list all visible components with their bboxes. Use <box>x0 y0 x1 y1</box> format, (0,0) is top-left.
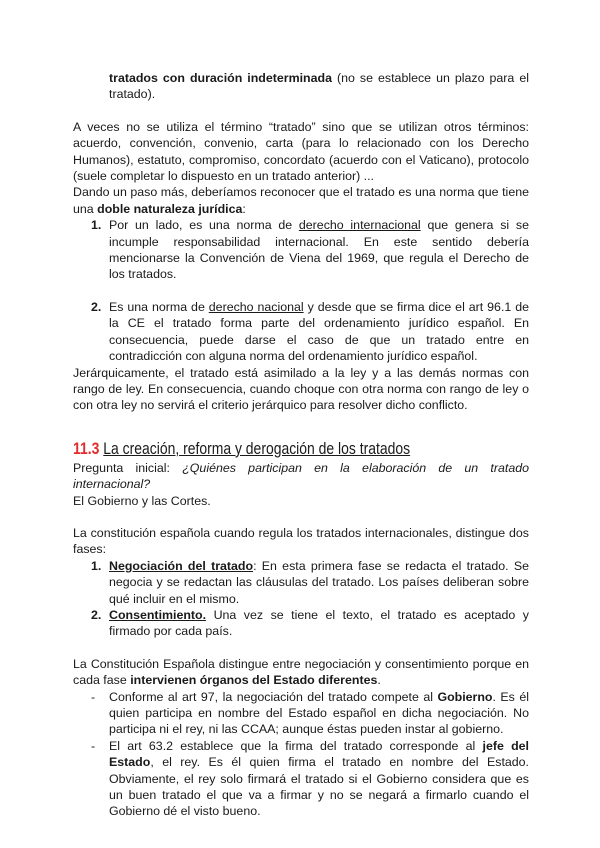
text-run: Dando un paso más, deberíamos reconocer que el tratado es una norma que tiene una <box>73 185 529 216</box>
paragraph-phases: La constitución española cuando regula los tratados internacionales, distingue dos fases: <box>73 525 529 557</box>
paragraph-organs <box>73 656 529 689</box>
section-number: 11.3 <box>73 438 100 458</box>
numbered-list-nature <box>73 217 529 364</box>
text-run: Es una norma de <box>109 299 209 314</box>
underlined-term: derecho nacional <box>208 299 304 314</box>
text-run: Una vez se tiene el texto, el tratado es aceptado y firmado por cada país. <box>109 607 529 639</box>
list-number: 1. <box>91 558 102 573</box>
text-run: . Es él quien participa en nombre del Estado español en dicha negociación. No participa ni el rey, ni las CCAA; aunque éstas pueden instar al gobierno. <box>109 689 529 737</box>
list-item <box>73 738 529 820</box>
numbered-list-phases <box>73 558 529 640</box>
text-run: . <box>377 673 381 688</box>
list-number: 2. <box>91 607 102 622</box>
initial-question <box>73 460 529 493</box>
list-number: 1. <box>91 218 102 233</box>
bold-term: Gobierno <box>437 689 493 704</box>
underlined-term: derecho internacional <box>298 218 421 233</box>
section-title: La creación, reforma y derogación de los tratados <box>103 438 411 458</box>
paragraph-dual-nature <box>73 184 529 217</box>
list-number: 2. <box>91 299 102 314</box>
text-run: que genera si se incumple responsabilidad internacional. En este sentido debería mencionarse la Convención de Viena del 1969, que regula el Derecho de los tratados. <box>109 218 529 282</box>
text-run: (no se establece un plazo para el tratado). <box>109 71 529 102</box>
list-item <box>73 689 529 738</box>
question-answer: El Gobierno y las Cortes. <box>73 493 211 508</box>
list-item <box>73 607 529 640</box>
bold-term: doble naturaleza jurídica <box>97 201 243 216</box>
paragraph-hierarchy: Jerárquicamente, el tratado está asimilado a la ley y a las demás normas con rango de ley. En consecuencia, cuando choque con otra norma con rango de ley o con otra ley no servirá el criterio jerárquico para resolver dicho conflicto. <box>73 365 529 413</box>
dash-list-organs <box>73 689 529 820</box>
document-page <box>73 70 529 820</box>
phase-term: Negociación del tratado <box>109 558 254 573</box>
text-run: Por un lado, es una norma de <box>109 218 299 233</box>
list-dash: - <box>91 738 96 753</box>
text-run: : <box>242 201 246 216</box>
bold-term: jefe del Estado <box>109 738 529 770</box>
text-run: La Constitución Española distingue entre negociación y consentimiento porque en cada fase <box>73 656 529 688</box>
text-run: Conforme al art 97, la negociación del tratado compete al <box>109 689 438 704</box>
list-item <box>73 217 529 283</box>
paragraph-terms: A veces no se utiliza el término “tratado” sino que se utilizan otros términos: acuerdo, convención, convenio, carta (para lo relacionado con los Derecho Humanos), estatuto, compromiso, concordato (acuerdo con el Vaticano), protocolo (suele completar lo dispuesto en un tratado anterior) ... <box>73 119 529 184</box>
text-run: El art 63.2 establece que la firma del tratado corresponde al <box>109 738 483 753</box>
text-run: : En esta primera fase se redacta el tratado. Se negocia y se redactan las cláusulas del tratado. Los países deliberan sobre qué incluir en el mismo. <box>109 558 529 606</box>
text-run: y desde que se firma dice el art 96.1 de la CE el tratado forma parte del ordenamiento jurídico español. En consecuencia, puede darse el caso de que un tratado entre en contradicción con alguna norma del ordenamiento jurídico español. <box>109 299 529 364</box>
section-heading <box>73 438 447 460</box>
phase-term: Consentimiento. <box>109 607 207 622</box>
continued-list-item <box>73 70 529 103</box>
list-item <box>73 558 529 607</box>
question-text: ¿Quiénes participan en la elaboración de un tratado internacional? <box>73 460 529 492</box>
list-item <box>73 299 529 365</box>
text-run: , el rey. Es él quien firma el tratado en nombre del Estado. Obviamente, el rey solo firmará el tratado si el Gobierno considera que es un buen tratado el que va a firmar y no se negará a firmarlo cuando el Gobierno dé el visto bueno. <box>109 755 529 819</box>
bold-term: intervienen órganos del Estado diferentes <box>130 673 378 688</box>
bold-term: tratados con duración indeterminada <box>109 71 332 85</box>
list-dash: - <box>91 689 96 704</box>
question-label: Pregunta inicial: <box>73 460 183 475</box>
